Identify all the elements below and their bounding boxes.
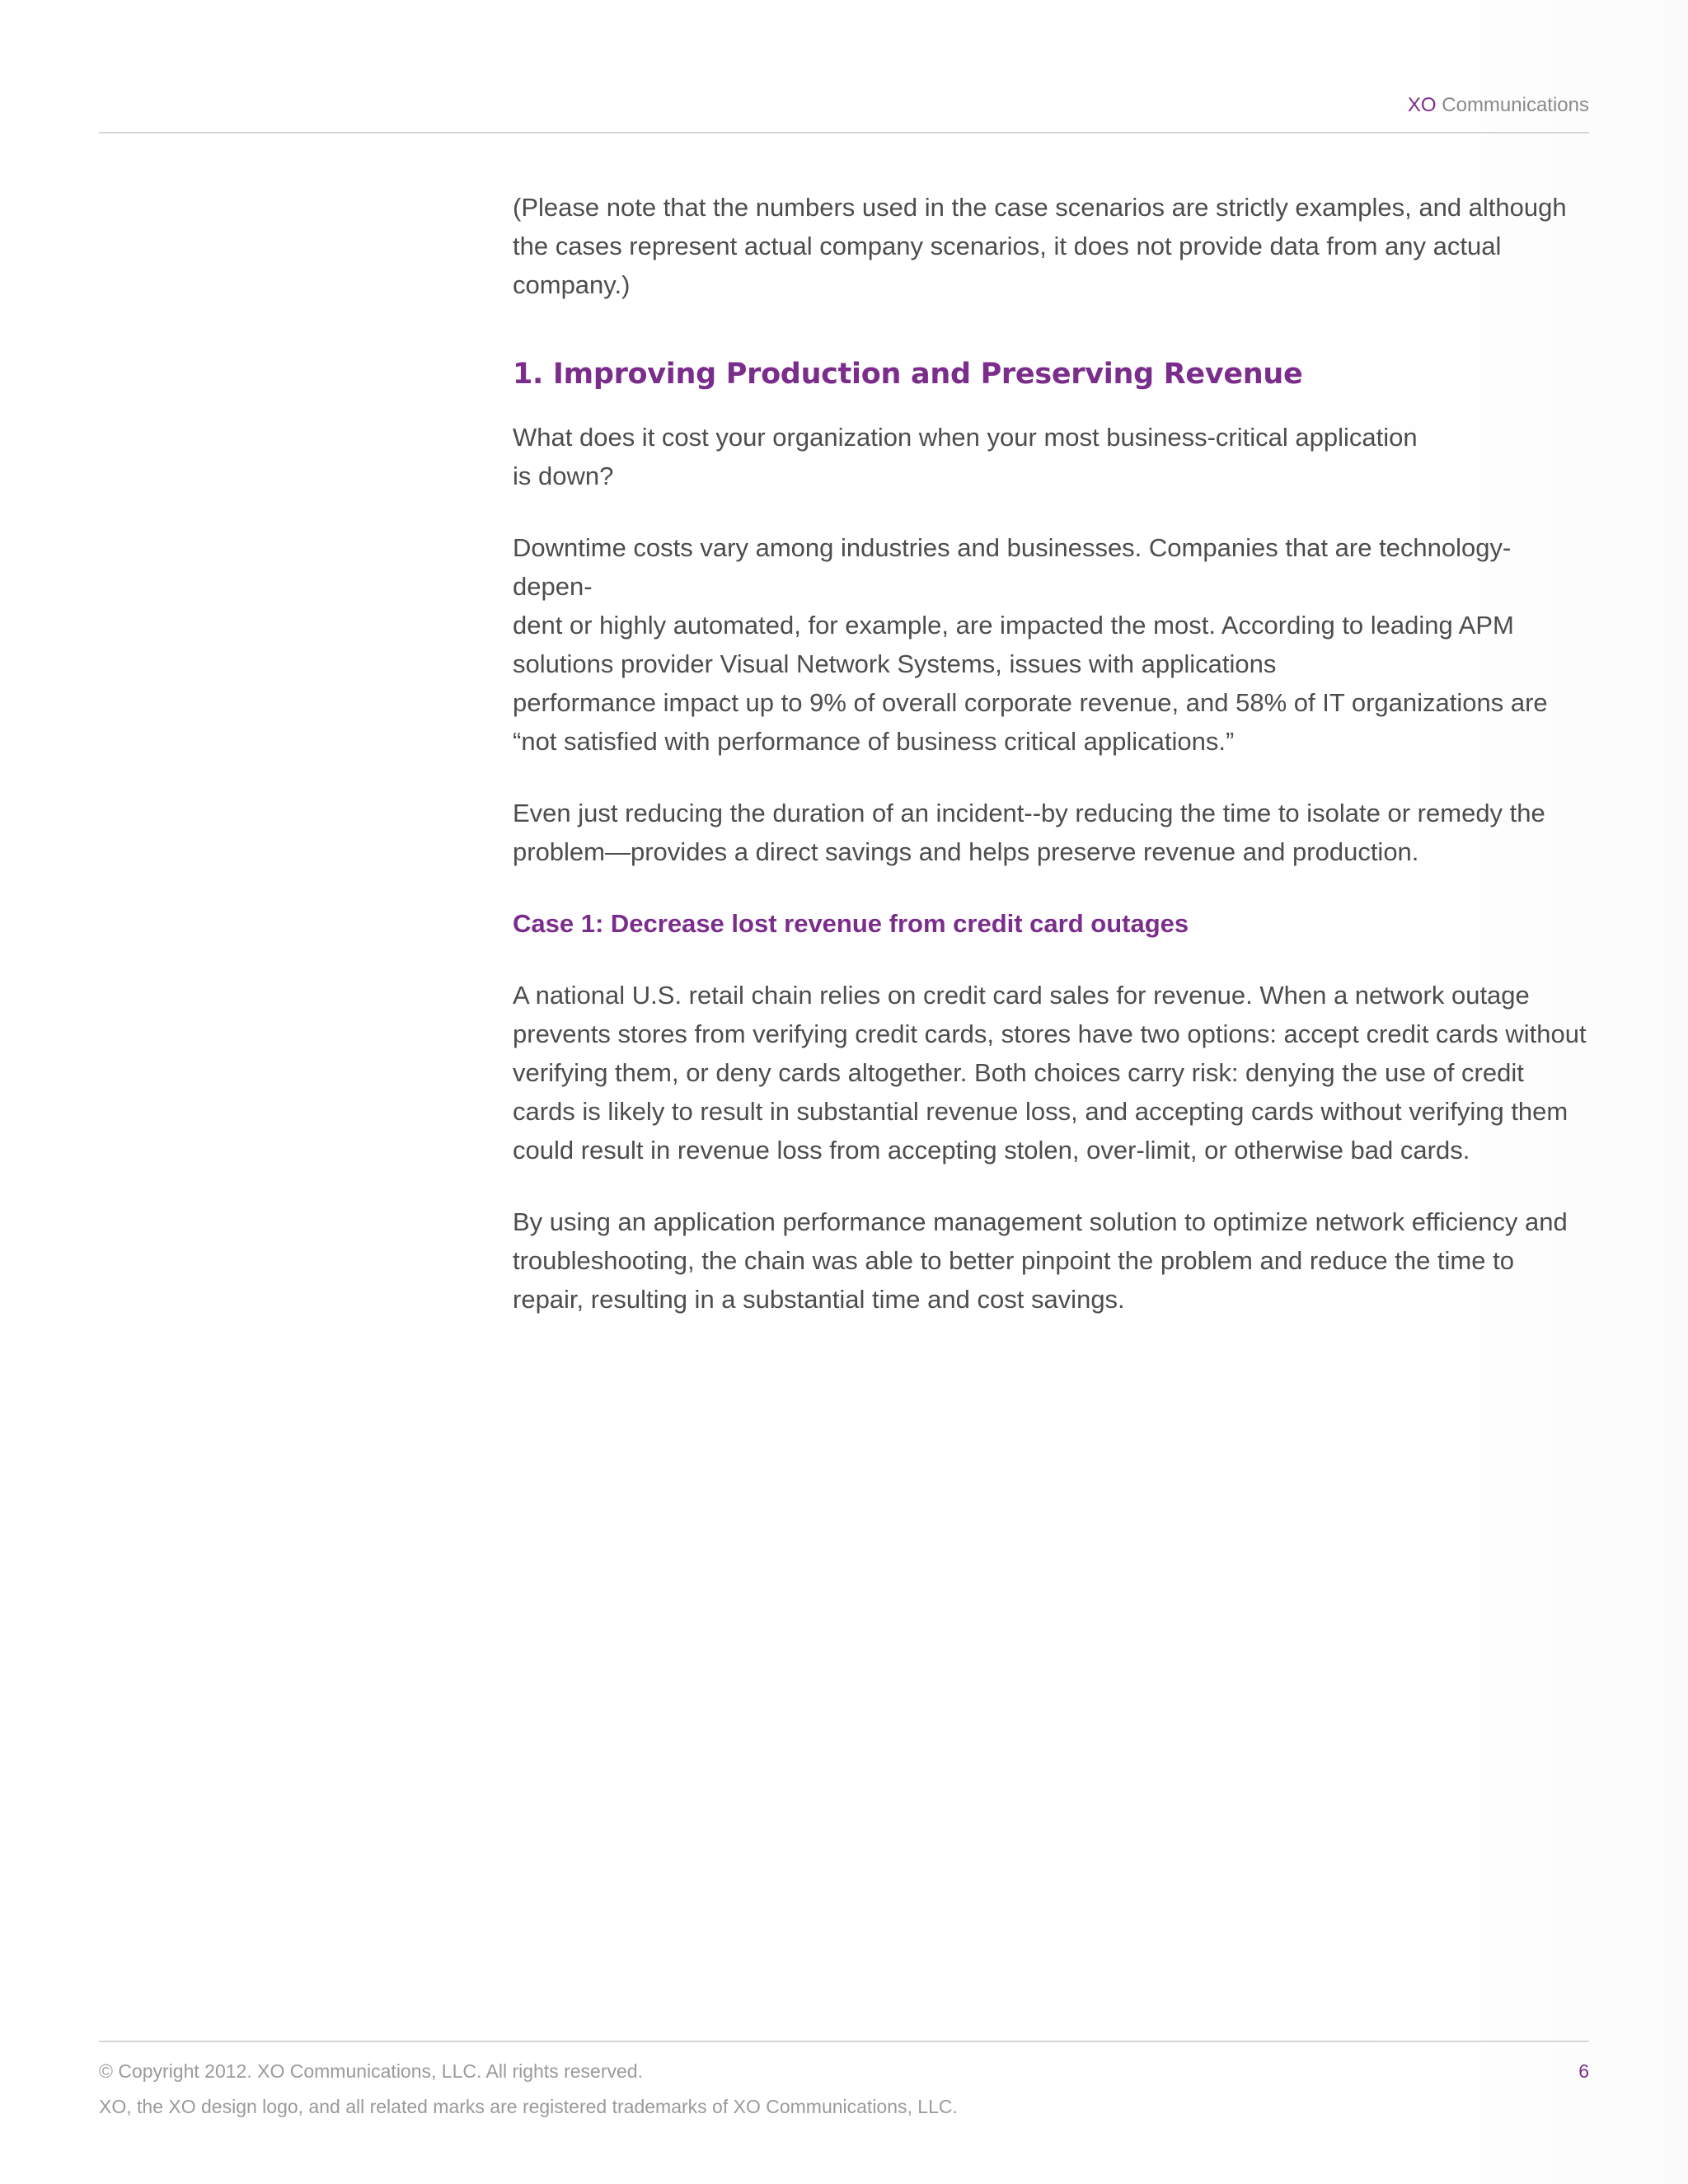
question-line: is down? (513, 462, 614, 490)
downtime-line: Downtime costs vary among industries and businesses. Companies that are technology-depen- (513, 533, 1512, 601)
section-heading: 1. Improving Production and Preserving Revenue (513, 358, 1303, 391)
reduce-duration-paragraph: Even just reducing the duration of an incident--by reducing the time to isolate or remedy the problem—provides a direct savings and helps preserve revenue and production. (513, 799, 1545, 866)
case1-heading: Case 1: Decrease lost revenue from credit card outages (513, 909, 1189, 938)
page-footer (99, 2041, 1589, 2117)
header-brand (1408, 92, 1589, 119)
downtime-line: “not satisfied with performance of business critical applications.” (513, 727, 1235, 756)
header-brand-name: Communications (1436, 94, 1589, 116)
footer-trademark: XO, the XO design logo, and all related marks are registered trademarks of XO Communications, LLC. (99, 2096, 958, 2117)
case1-paragraph: A national U.S. retail chain relies on credit card sales for revenue. When a network outage prevents stores from verifying credit cards, stores have two options: accept credit cards without verifying them, or deny cards altogether. Both choices carry risk: denying the use of credit cards is likely to result in substantial revenue loss, and accepting cards without verifying them could result in revenue loss from accepting stolen, over-limit, or otherwise bad cards. (513, 981, 1587, 1165)
apm-solution-paragraph: By using an application performance management solution to optimize network efficiency and troubleshooting, the chain was able to better pinpoint the problem and reduce the time to repair, resulting in a substantial time and cost savings. (513, 1207, 1568, 1314)
main-content (513, 188, 1589, 1352)
downtime-line: solutions provider Visual Network Systems, issues with applications (513, 649, 1277, 678)
page-number: 6 (1578, 2060, 1589, 2082)
question-paragraph (513, 418, 1589, 495)
downtime-line: dent or highly automated, for example, are impacted the most. According to leading APM (513, 611, 1514, 640)
disclaimer-note: (Please note that the numbers used in the case scenarios are strictly examples, and although the cases represent actual company scenarios, it does not provide data from any actual company.) (513, 193, 1567, 299)
header-brand-xo: XO (1407, 94, 1437, 116)
page-header (99, 92, 1589, 134)
downtime-line: performance impact up to 9% of overall corporate revenue, and 58% of IT organizations are (513, 688, 1548, 717)
downtime-paragraph (513, 528, 1589, 761)
footer-copyright: © Copyright 2012. XO Communications, LLC. All rights reserved. (99, 2060, 643, 2082)
question-line: What does it cost your organization when your most business-critical application (513, 423, 1418, 452)
